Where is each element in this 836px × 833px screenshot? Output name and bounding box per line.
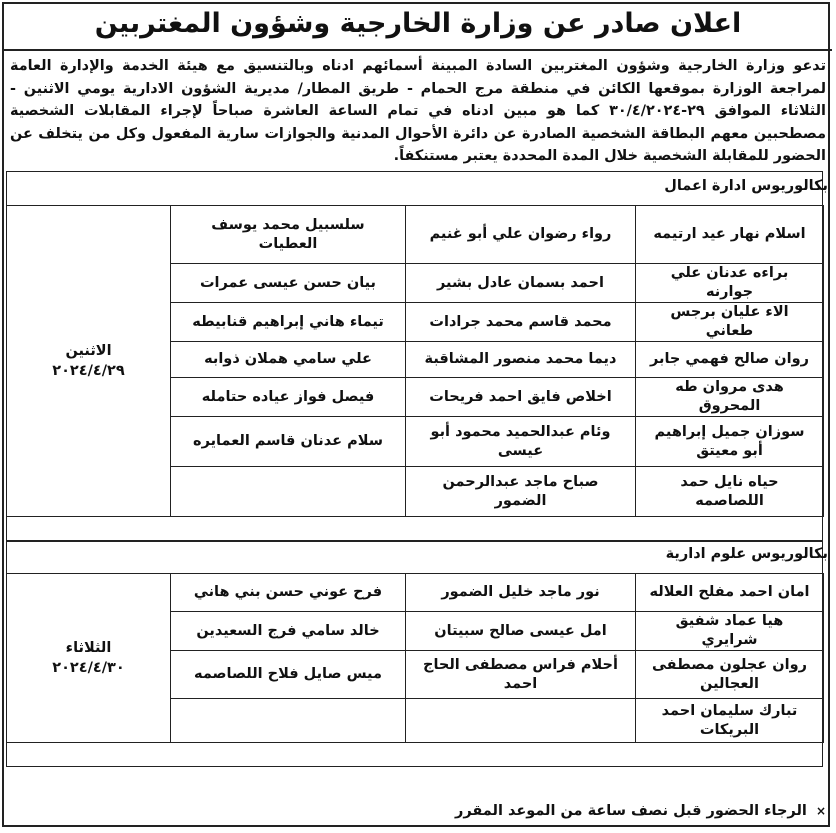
interview-date: ٢٠٢٤/٤/٣٠ — [52, 660, 125, 676]
interview-day: الاثنين — [65, 343, 112, 359]
name-cell: سلسبيل محمد يوسف العطيات — [171, 206, 406, 264]
interview-day-cell — [7, 574, 171, 743]
name-cell: امل عيسى صالح سبيتان — [406, 612, 636, 651]
announcement-title: اعلان صادر عن وزارة الخارجية وشؤون المغتربين — [94, 8, 742, 39]
name-cell — [406, 699, 636, 743]
title-divider — [4, 49, 832, 51]
section2-table — [6, 573, 824, 743]
section1-heading: بكالوريوس ادارة اعمال — [664, 178, 828, 194]
name-cell: فيصل فواز عياده حتامله — [171, 378, 406, 417]
footer-note — [455, 803, 826, 819]
name-cell — [171, 467, 406, 517]
name-cell: خالد سامي فرج السعيدين — [171, 612, 406, 651]
name-cell — [171, 699, 406, 743]
name-cell: سلام عدنان قاسم العمايره — [171, 417, 406, 467]
table-row — [7, 206, 824, 264]
name-cell: وئام عبدالحميد محمود أبو عيسى — [406, 417, 636, 467]
name-cell: حياه نايل حمد اللصاصمه — [636, 467, 824, 517]
name-cell: ميس صايل فلاح اللصاصمه — [171, 651, 406, 699]
section2-heading: بكالوريوس علوم ادارية — [665, 546, 828, 562]
name-cell: تيماء هاني إبراهيم قنابيطه — [171, 303, 406, 342]
name-cell: اخلاص فايق احمد فريحات — [406, 378, 636, 417]
name-cell: بيان حسن عيسى عمرات — [171, 264, 406, 303]
interview-date: ٢٠٢٤/٤/٢٩ — [52, 363, 125, 379]
name-cell: الاء عليان برجس طعاني — [636, 303, 824, 342]
table-row — [7, 574, 824, 612]
footer-note-text: الرجاء الحضور قبل نصف ساعة من الموعد المقرر — [454, 803, 807, 819]
name-cell: سوزان جميل إبراهيم أبو معيتق — [636, 417, 824, 467]
name-cell: تبارك سليمان احمد البريكات — [636, 699, 824, 743]
name-cell: روان عجلون مصطفى العجالين — [636, 651, 824, 699]
name-cell: هدى مروان طه المحروق — [636, 378, 824, 417]
name-cell: أحلام فراس مصطفى الحاج احمد — [406, 651, 636, 699]
name-cell: اسلام نهار عيد ارتيمه — [636, 206, 824, 264]
name-cell: امان احمد مفلح العلاله — [636, 574, 824, 612]
name-cell: روان صالح فهمي جابر — [636, 342, 824, 378]
name-cell: رواء رضوان علي أبو غنيم — [406, 206, 636, 264]
interview-day: الثلاثاء — [65, 640, 112, 656]
name-cell: ديما محمد منصور المشاقبة — [406, 342, 636, 378]
name-cell: نور ماجد خليل الضمور — [406, 574, 636, 612]
announcement-intro: تدعو وزارة الخارجية وشؤون المغتربين السادة المبينة أسمائهم ادناه وبالتنسيق مع هيئة الخدمة والإدارة العامة لمراجعة الوزارة بموقعها الكائن في منطقة مرج الحمام - طريق المطار/ مديرية الشؤون الادارية يومي الاثنين - الثلاثاء الموافق ٢٩-٣٠/٤/٢٠٢٤ كما هو مبين ادناه في تمام الساعة العاشرة صباحاً لإجراء المقابلات الشخصية مصطحبين معهم البطاقة الشخصية الصادرة عن دائرة الأحوال المدنية والجوازات سارية المفعول وكل من يتخلف عن الحضور للمقابلة الشخصية خلال المدة المحددة يعتبر مستنكفاً. — [10, 58, 826, 164]
name-cell: صباح ماجد عبدالرحمن الضمور — [406, 467, 636, 517]
name-cell: علي سامي هملان ذوابه — [171, 342, 406, 378]
name-cell: احمد بسمان عادل بشير — [406, 264, 636, 303]
section1-table — [6, 205, 824, 517]
name-cell: فرح عوني حسن بني هاني — [171, 574, 406, 612]
name-cell: براءه عدنان علي جوارنه — [636, 264, 824, 303]
interview-day-cell — [7, 206, 171, 517]
name-cell: محمد قاسم محمد جرادات — [406, 303, 636, 342]
name-cell: هيا عماد شفيق شرايري — [636, 612, 824, 651]
bullet-icon: × — [815, 804, 826, 818]
